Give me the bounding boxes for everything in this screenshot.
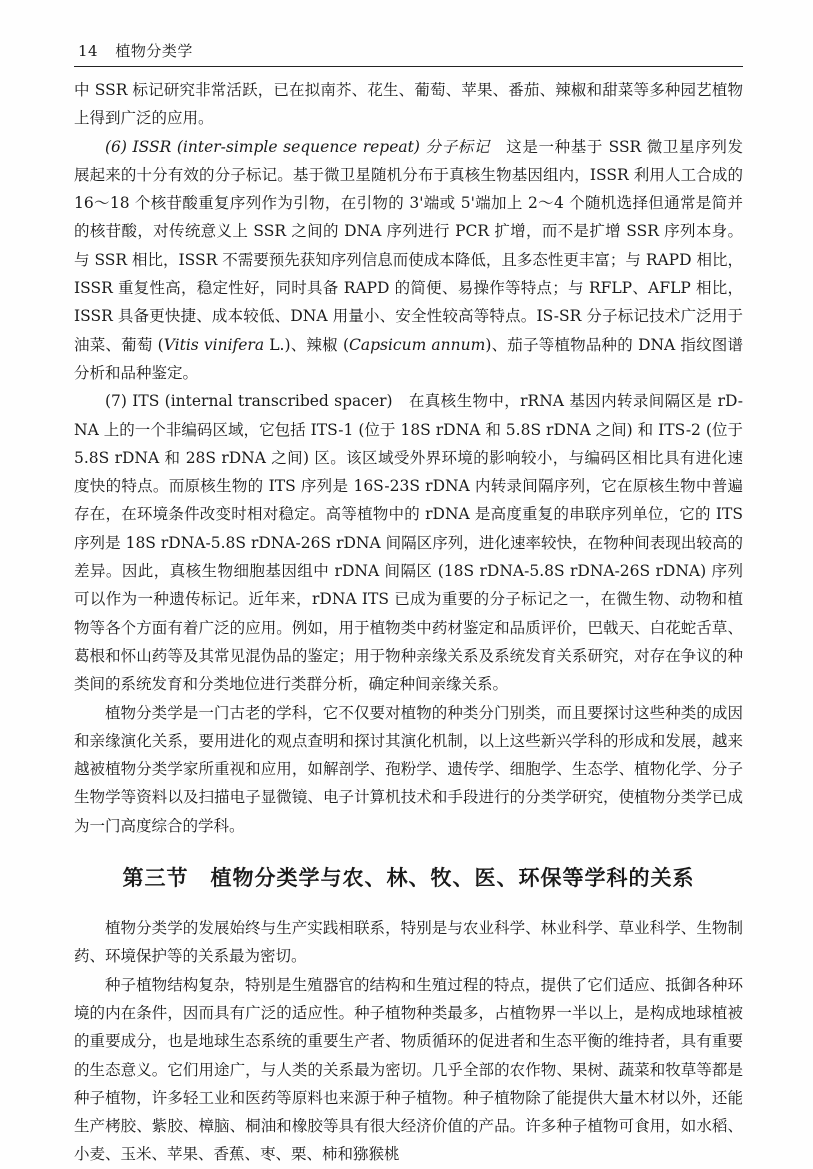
paragraph: 种子植物结构复杂，特别是生殖器官的结构和生殖过程的特点，提供了它们适应、抵御各种环境的内在条件，因而具有广泛的适应性。种子植物种类最多，占植物界一半以上，是构成地球植被的重要成分，也是地球生态系统的重要生产者、物质循环的促进者和生态平衡的维持者，具有重要的生态意义。它们用途广，与人类的关系最为密切。几乎全部的农作物、果树、蔬菜和牧草等都是种子植物，许多轻工业和医药等原料也来源于种子植物。种子植物除了能提供大量木材以外，还能生产栲胶、紫胶、樟脑、桐油和橡胶等具有很大经济价值的产品。许多种子植物可食用，如水稻、小麦、玉米、苹果、香蕉、枣、栗、柿和猕猴桃	[74, 975, 743, 1164]
paragraph: 中 SSR 标记研究非常活跃，已在拟南芥、花生、葡萄、苹果、番茄、辣椒和甜菜等多种园艺植物上得到广泛的应用。	[74, 81, 743, 128]
section-heading: 第三节 植物分类学与农、林、牧、医、环保等学科的关系	[122, 866, 695, 891]
its-term: (7) ITS (internal transcribed spacer)	[105, 392, 393, 411]
page-number: 14	[78, 42, 99, 60]
paragraph: 植物分类学的发展始终与生产实践相联系，特别是与农业科学、林业科学、草业科学、生物制药、环境保护等的关系最为密切。	[74, 919, 743, 966]
paragraph-issr: (6) ISSR (inter-simple sequence repeat) 分子标记 这是一种基于 SSR 微卫星序列发展起来的十分有效的分子标记。基于微卫星随机分布于真核生物基因组内，ISSR 利用人工合成的 16～18 个核苷酸重复序列作为引物，在引物的 3'端或 5'端加上 2～4 个随机选择但通常是简并的核苷酸，对传统意义上 SSR 之间的 DNA 序列进行 PCR 扩增，而不是扩增 SSR 序列本身。与 SSR 相比，ISSR 不需要预先获知序列信息而使成本降低，且多态性更丰富；与 RAPD 相比，ISSR 重复性高，稳定性好，同时具备 RAPD 的简便、易操作等特点；与 RFLP、AFLP 相比，ISSR 具备更快捷、成本较低、DNA 用量小、安全性较高等特点。IS-SR 分子标记技术广泛用于油菜、葡萄 (Vitis vinifera L.)、辣椒 (Capsicum annum)、茄子等植物品种的 DNA 指纹图谱分析和品种鉴定。	[74, 137, 744, 382]
species-name: Capsicum annum	[349, 335, 486, 354]
body-text	[74, 76, 743, 1169]
header-rule	[74, 66, 743, 67]
book-title: 植物分类学	[115, 42, 193, 60]
paragraph: 植物分类学是一门古老的学科，它不仅要对植物的种类分门别类，而且要探讨这些种类的成因和亲缘演化关系，要用进化的观点查明和探讨其演化机制，以上这些新兴学科的形成和发展，越来越被植物分类学家所重视和应用，如解剖学、孢粉学、遗传学、细胞学、生态学、植物化学、分子生物学等资料以及扫描电子显微镜、电子计算机技术和手段进行的分类学研究，使植物分类学已成为一门高度综合的学科。	[74, 703, 743, 835]
running-header	[78, 40, 193, 61]
paragraph-its: (7) ITS (internal transcribed spacer) 在真核生物中，rRNA 基因内转录间隔区是 rD-NA 上的一个非编码区域，它包括 ITS-1 (位于 18S rDNA 和 5.8S rDNA 之间) 和 ITS-2 (位于 5.8S rDNA 和 28S rDNA 之间) 区。该区域受外界环境的影响较小，与编码区相比具有进化速度快的特点。而原核生物的 ITS 序列是 16S-23S rDNA 内转录间隔序列，它在原核生物中普遍存在，在环境条件改变时相对稳定。高等植物中的 rDNA 是高度重复的串联序列单位，它的 ITS 序列是 18S rDNA-5.8S rDNA-26S rDNA 间隔区序列，进化速率较快，在物种间表现出较高的差异。因此，真核生物细胞基因组中 rDNA 间隔区 (18S rDNA-5.8S rDNA-26S rDNA) 序列可以作为一种遗传标记。近年来，rDNA ITS 已成为重要的分子标记之一，在微生物、动物和植物等各个方面有着广泛的应用。例如，用于植物类中药材鉴定和品质评价，巴戟天、白花蛇舌草、葛根和怀山药等及其常见混伪品的鉴定；用于物种亲缘关系及系统发育关系研究，对存在争议的种类间的系统发育和分类地位进行类群分析，确定种间亲缘关系。	[74, 392, 744, 694]
issr-term: (6) ISSR (inter-simple sequence repeat) 分子标记	[105, 137, 491, 156]
species-name: Vitis vinifera	[163, 335, 265, 354]
